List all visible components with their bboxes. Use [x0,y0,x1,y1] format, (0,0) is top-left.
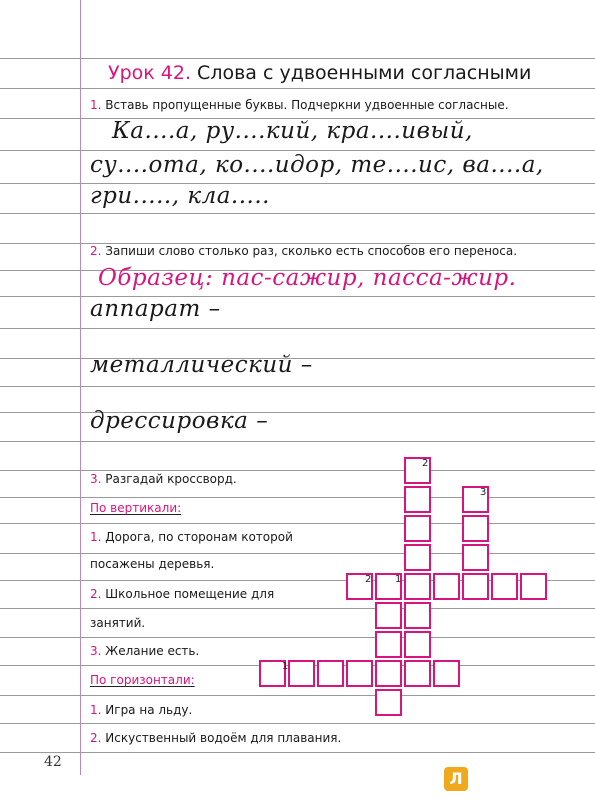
task3-text: Разгадай кроссворд. [105,472,237,486]
task2-instruction [90,244,517,258]
clue-number: 1. [90,703,102,717]
crossword-cell[interactable] [375,602,402,629]
crossword-label-h1: 1 [282,661,289,672]
crossword-cell[interactable] [404,486,431,513]
clue-text: Желание есть. [105,644,200,658]
lesson-heading: Слова с удвоенными согласными [197,62,532,84]
task1-number: 1. [90,98,102,112]
horizontal-heading: По горизонтали: [90,673,195,687]
crossword-cell[interactable] [404,515,431,542]
lesson-number: Урок 42. [108,62,191,84]
task1-line-3: гри....., кла..... [90,183,270,209]
crossword-cell[interactable] [404,602,431,629]
crossword-label-v2: 2 [422,458,429,469]
clue-text: Игра на льду. [105,703,193,717]
page-number: 42 [44,754,62,770]
task1-line-1: Ка....а, ру....кий, кра....ивый, [112,118,473,144]
crossword-label-h2: 2 [365,574,372,585]
lesson-title [108,62,531,84]
crossword-cell[interactable] [462,544,489,571]
crossword-cell[interactable] [404,544,431,571]
clue-number: 2. [90,731,102,745]
crossword-cell[interactable] [288,660,315,687]
clue-number: 1. [90,530,102,544]
task2-number: 2. [90,244,102,258]
crossword-cell[interactable] [462,515,489,542]
crossword-cell[interactable] [520,573,547,600]
task2-sample: Образец: пас-сажир, пасса-жир. [98,265,517,291]
crossword-cell[interactable] [462,573,489,600]
task2-word-3: дрессировка – [90,408,269,434]
clue-text: Дорога, по сторонам которой [105,530,293,544]
task2-word-2: металлический – [90,352,313,378]
crossword-cell[interactable] [375,689,402,716]
horizontal-clue-1 [90,703,192,717]
vertical-clue-2-cont: занятий. [90,616,146,630]
crossword-cell[interactable] [346,660,373,687]
vertical-heading: По вертикали: [90,501,182,515]
clue-text: Искуственный водоём для плавания. [105,731,342,745]
crossword-cell[interactable] [375,631,402,658]
crossword-cell[interactable] [317,660,344,687]
crossword-cell[interactable] [375,660,402,687]
vertical-clue-3 [90,644,199,658]
task3-number: 3. [90,472,102,486]
vertical-clue-1 [90,530,293,544]
task2-text: Запиши слово столько раз, сколько есть способов его переноса. [105,244,518,258]
task1-text: Вставь пропущенные буквы. Подчеркни удвоенные согласные. [105,98,509,112]
task2-word-1: аппарат – [90,296,221,322]
crossword-cell[interactable] [491,573,518,600]
crossword-cell[interactable] [433,660,460,687]
clue-number: 2. [90,587,102,601]
clue-number: 3. [90,644,102,658]
horizontal-clue-2 [90,731,341,745]
task3-instruction [90,472,237,486]
task1-instruction [90,98,509,112]
crossword-label-v3: 3 [480,487,487,498]
crossword-cell[interactable] [404,631,431,658]
crossword-cell[interactable] [433,573,460,600]
publisher-logo: Л [444,767,468,791]
crossword-cell[interactable] [404,660,431,687]
margin-line [80,0,81,775]
crossword-label-v1: 1 [395,574,402,585]
task1-line-2: су....ота, ко....идор, те....ис, ва....а, [90,152,544,178]
vertical-clue-2 [90,587,274,601]
crossword-cell[interactable] [404,573,431,600]
vertical-clue-1-cont: посажены деревья. [90,557,215,571]
clue-text: Школьное помещение для [105,587,275,601]
